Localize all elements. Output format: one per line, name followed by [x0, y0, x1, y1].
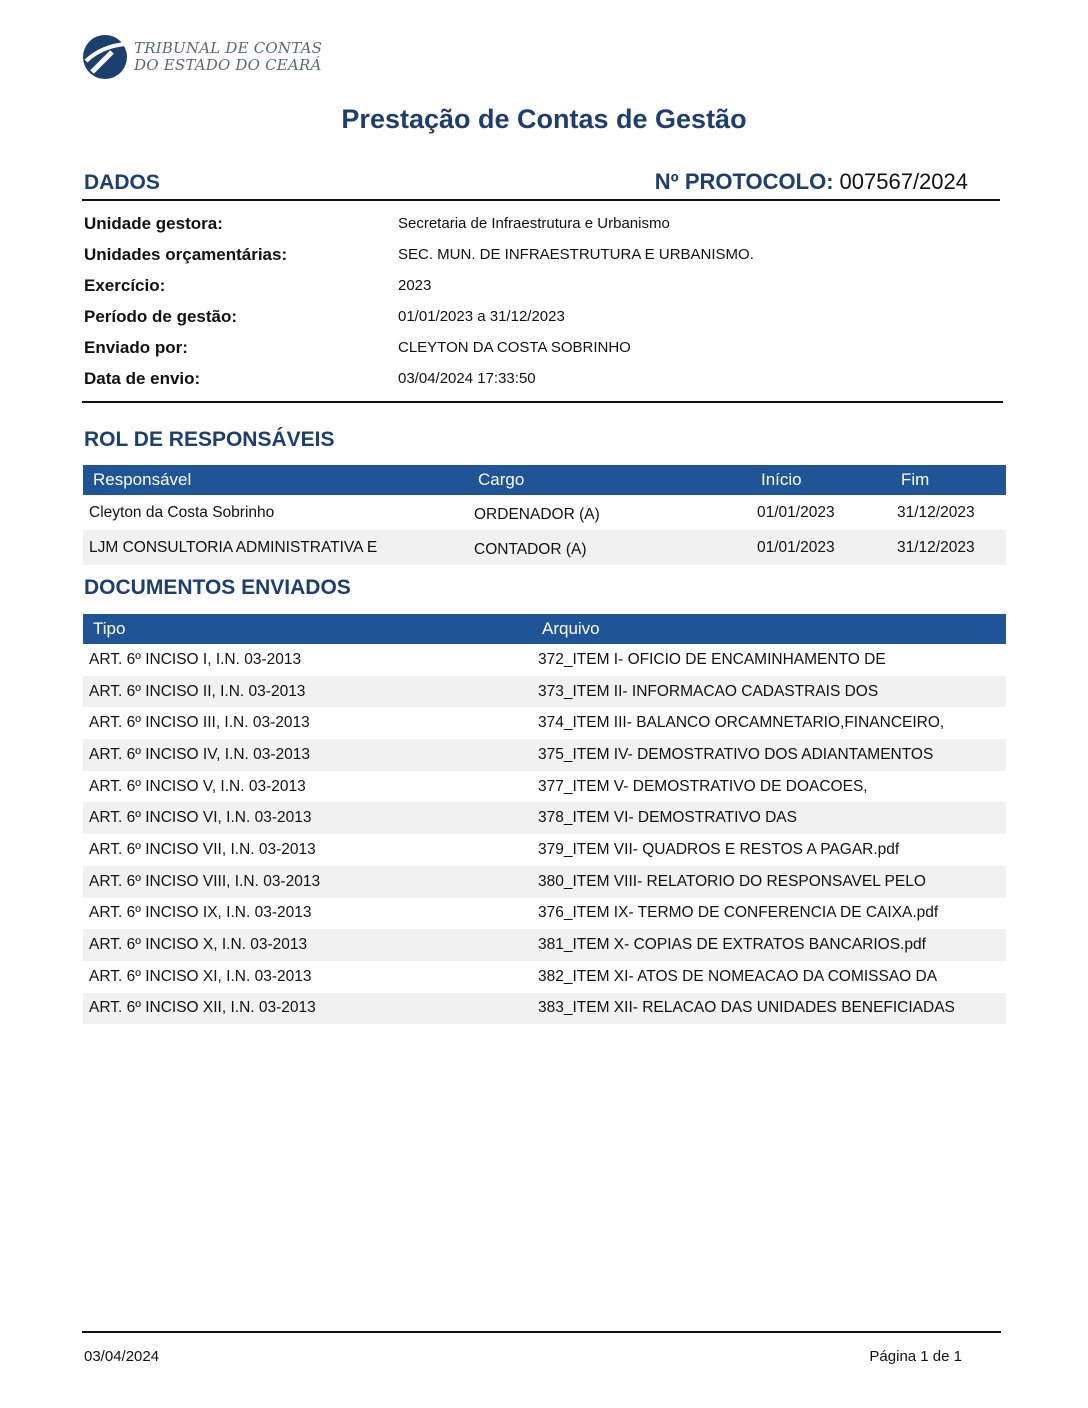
cell-fim: 31/12/2023: [897, 503, 975, 521]
cell-arquivo: 382_ITEM XI- ATOS DE NOMEACAO DA COMISSAO DA: [538, 967, 938, 985]
cell-inicio: 01/01/2023: [757, 503, 835, 521]
cell-responsavel: LJM CONSULTORIA ADMINISTRATIVA E: [83, 530, 468, 565]
column-header-fim: Fim: [891, 465, 1006, 495]
table-row: [83, 530, 1006, 565]
document-title: Prestação de Contas de Gestão: [341, 104, 747, 134]
cell-cargo: ORDENADOR (A): [474, 506, 600, 523]
cell-tipo: ART. 6º INCISO IX, I.N. 03-2013: [89, 904, 312, 922]
field-label: Data de envio:: [84, 369, 201, 388]
column-header-arquivo: Arquivo: [532, 614, 1006, 644]
column-header-cargo: Cargo: [468, 465, 751, 495]
cell-arquivo: 372_ITEM I- OFICIO DE ENCAMINHAMENTO DE: [538, 650, 886, 668]
cell-responsavel: Cleyton da Costa Sobrinho: [89, 503, 275, 521]
field-value: CLEYTON DA COSTA SOBRINHO: [398, 339, 631, 356]
column-header-inicio: Início: [751, 465, 891, 495]
responsaveis-heading: ROL DE RESPONSÁVEIS: [84, 428, 335, 451]
dados-top-divider: [82, 199, 1000, 201]
footer-date: 03/04/2024: [84, 1348, 160, 1365]
page-number: Página 1 de 1: [869, 1348, 962, 1365]
logo-line-1: TRIBUNAL DE CONTAS: [134, 39, 323, 57]
cell-tipo: ART. 6º INCISO VI, I.N. 03-2013: [83, 802, 532, 834]
cell-tipo: ART. 6º INCISO XI, I.N. 03-2013: [89, 967, 312, 985]
dados-bottom-divider: [82, 401, 1003, 403]
table-row: [83, 802, 1006, 834]
cell-arquivo: 380_ITEM VIII- RELATORIO DO RESPONSAVEL PELO: [532, 866, 1006, 898]
documentos-table: [83, 614, 1006, 1024]
field-value: SEC. MUN. DE INFRAESTRUTURA E URBANISMO.: [398, 246, 754, 263]
table-row: [83, 739, 1006, 771]
table-row: [83, 771, 1006, 803]
column-header-tipo: Tipo: [83, 614, 532, 644]
cell-tipo: ART. 6º INCISO XII, I.N. 03-2013: [83, 993, 532, 1025]
field-value: Secretaria de Infraestrutura e Urbanismo: [398, 215, 670, 232]
field-row-unidade-gestora: [84, 212, 1004, 243]
field-value: 01/01/2023 a 31/12/2023: [398, 308, 565, 325]
field-label: Período de gestão:: [84, 307, 238, 326]
cell-arquivo: 373_ITEM II- INFORMACAO CADASTRAIS DOS: [532, 676, 1006, 708]
footer-divider: [82, 1331, 1001, 1333]
documentos-heading: DOCUMENTOS ENVIADOS: [84, 576, 351, 599]
table-row: [83, 866, 1006, 898]
cell-tipo: ART. 6º INCISO II, I.N. 03-2013: [83, 676, 532, 708]
responsaveis-table: [83, 465, 1006, 565]
cell-tipo: ART. 6º INCISO VII, I.N. 03-2013: [89, 840, 316, 858]
table-row: [83, 707, 1006, 739]
cell-arquivo: 383_ITEM XII- RELACAO DAS UNIDADES BENEFICIADAS: [532, 993, 1006, 1025]
cell-tipo: ART. 6º INCISO III, I.N. 03-2013: [89, 714, 310, 732]
cell-arquivo: 374_ITEM III- BALANCO ORCAMNETARIO,FINANCEIRO,: [538, 714, 945, 732]
dados-fields: [84, 212, 1004, 398]
cell-cargo: CONTADOR (A): [468, 530, 751, 565]
cell-arquivo: 376_ITEM IX- TERMO DE CONFERENCIA DE CAIXA.pdf: [538, 904, 939, 922]
table-row: [83, 644, 1006, 676]
table-row: [83, 929, 1006, 961]
protocol-number: [655, 169, 968, 195]
field-label: Unidades orçamentárias:: [84, 245, 288, 264]
cell-tipo: ART. 6º INCISO X, I.N. 03-2013: [83, 929, 532, 961]
cell-tipo: ART. 6º INCISO V, I.N. 03-2013: [89, 777, 306, 795]
cell-arquivo: 381_ITEM X- COPIAS DE EXTRATOS BANCARIOS.pdf: [532, 929, 1006, 961]
tce-logo: [82, 34, 322, 80]
cell-tipo: ART. 6º INCISO IV, I.N. 03-2013: [83, 739, 532, 771]
field-label: Enviado por:: [84, 338, 188, 357]
tce-emblem-icon: [82, 34, 128, 80]
cell-fim: 31/12/2023: [891, 530, 1006, 565]
table-row: [83, 961, 1006, 993]
field-row-unidades-orcamentarias: [84, 243, 1004, 274]
field-row-exercicio: [84, 274, 1004, 305]
table-header-row: [83, 465, 1006, 495]
table-row: [83, 993, 1006, 1025]
cell-arquivo: 377_ITEM V- DEMOSTRATIVO DE DOACOES,: [538, 777, 868, 795]
cell-inicio: 01/01/2023: [751, 530, 891, 565]
table-row: [83, 676, 1006, 708]
cell-tipo: ART. 6º INCISO VIII, I.N. 03-2013: [83, 866, 532, 898]
table-row: [83, 898, 1006, 930]
field-row-periodo-gestao: [84, 305, 1004, 336]
logo-line-2: DO ESTADO DO CEARÁ: [134, 56, 322, 74]
logo-text: [134, 40, 322, 74]
field-label: Unidade gestora:: [84, 214, 223, 233]
cell-arquivo: 375_ITEM IV- DEMOSTRATIVO DOS ADIANTAMENTOS: [532, 739, 1006, 771]
protocol-label: Nº PROTOCOLO:: [654, 169, 834, 194]
column-header-responsavel: Responsável: [83, 465, 468, 495]
protocol-value: 007567/2024: [839, 169, 968, 194]
cell-arquivo: 378_ITEM VI- DEMOSTRATIVO DAS: [532, 802, 1006, 834]
field-row-enviado-por: [84, 336, 1004, 367]
table-row: [83, 495, 1006, 530]
field-label: Exercício:: [84, 276, 166, 295]
cell-tipo: ART. 6º INCISO I, I.N. 03-2013: [89, 650, 302, 668]
table-row: [83, 834, 1006, 866]
field-value: 2023: [398, 277, 432, 294]
field-value: 03/04/2024 17:33:50: [398, 370, 536, 387]
cell-arquivo: 379_ITEM VII- QUADROS E RESTOS A PAGAR.pdf: [538, 840, 900, 858]
field-row-data-envio: [84, 367, 1004, 398]
table-header-row: [83, 614, 1006, 644]
dados-heading: DADOS: [84, 171, 160, 194]
